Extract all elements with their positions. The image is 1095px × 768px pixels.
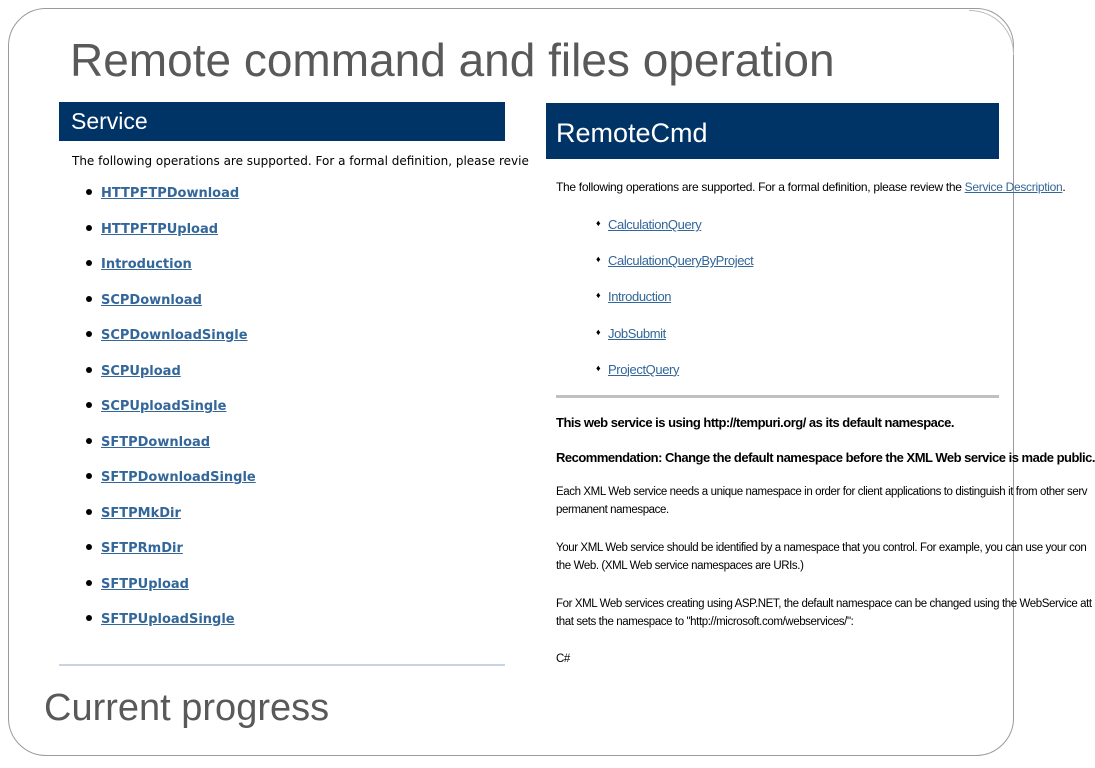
- diamond-bullet-icon: ♦: [596, 362, 601, 373]
- bullet-icon: [86, 189, 92, 195]
- diamond-bullet-icon: ♦: [596, 254, 601, 265]
- list-item: [59, 220, 505, 256]
- operation-link-sftpmkdir[interactable]: SFTPMkDir: [101, 505, 181, 521]
- bullet-icon: [86, 615, 92, 621]
- operation-link-sftpdownload[interactable]: SFTPDownload: [101, 434, 211, 450]
- operation-link-sftpdownloadsingle[interactable]: SFTPDownloadSingle: [101, 470, 256, 485]
- operation-link-projectquery[interactable]: ProjectQuery: [608, 361, 680, 377]
- list-item: [59, 504, 505, 540]
- list-item: [59, 184, 505, 220]
- list-item: [59, 291, 505, 327]
- intro-text-end: .: [1062, 180, 1066, 194]
- operation-link-calculationquerybyproject[interactable]: CalculationQueryByProject: [608, 253, 754, 269]
- remotecmd-page-screenshot: [546, 103, 1095, 670]
- operation-link-sftpuploadsingle[interactable]: SFTPUploadSingle: [101, 612, 235, 627]
- operation-link-httpftpupload[interactable]: HTTPFTPUpload: [101, 221, 219, 237]
- service-page-header: Service: [59, 102, 505, 141]
- list-item: [594, 325, 753, 361]
- service-page-intro: The following operations are supported. For a formal definition, please revie: [72, 154, 529, 168]
- diamond-bullet-icon: ♦: [596, 218, 601, 228]
- paragraph-line: Each XML Web service needs a unique namespace in order for client applications to distinguish it from other serv: [556, 486, 1088, 498]
- slide-subtitle: Current progress: [44, 687, 330, 729]
- code-language-label: C#: [556, 653, 570, 665]
- operation-link-httpftpdownload[interactable]: HTTPFTPDownload: [101, 186, 240, 201]
- bullet-icon: [86, 331, 92, 337]
- diamond-bullet-icon: ♦: [596, 290, 601, 301]
- bullet-icon: [86, 296, 92, 302]
- operation-link-introduction[interactable]: Introduction: [608, 289, 672, 305]
- list-item: [594, 288, 753, 324]
- bullet-icon: [86, 580, 92, 586]
- bullet-icon: [86, 225, 92, 231]
- slide-corner-decoration: [969, 10, 1014, 55]
- recommendation-notice: Recommendation: Change the default namespace before the XML Web service is made public.: [556, 450, 1095, 465]
- paragraph-line: Your XML Web service should be identified by a namespace that you control. For example, you can use your con: [556, 542, 1087, 554]
- service-operations-list: [59, 184, 505, 646]
- operation-link-scpdownloadsingle[interactable]: SCPDownloadSingle: [101, 328, 248, 343]
- page-divider: [59, 664, 505, 666]
- bullet-icon: [86, 509, 92, 515]
- service-description-link[interactable]: Service Description: [964, 180, 1063, 194]
- list-item: [59, 610, 505, 646]
- bullet-icon: [86, 367, 92, 373]
- list-item: [59, 468, 505, 504]
- slide-title: Remote command and files operation: [70, 34, 835, 86]
- list-item: [594, 216, 753, 252]
- bullet-icon: [86, 438, 92, 444]
- paragraph-line: that sets the namespace to "http://microsoft.com/webservices/":: [556, 616, 854, 628]
- list-item: [59, 575, 505, 611]
- operation-link-calculationquery[interactable]: CalculationQuery: [608, 217, 702, 232]
- bullet-icon: [86, 260, 92, 266]
- list-item: [59, 362, 505, 398]
- operation-link-jobsubmit[interactable]: JobSubmit: [608, 325, 666, 341]
- paragraph-line: permanent namespace.: [556, 504, 669, 516]
- bullet-icon: [86, 473, 92, 479]
- diamond-bullet-icon: ♦: [596, 326, 601, 337]
- namespace-notice: This web service is using http://tempuri.org/ as its default namespace.: [556, 415, 954, 430]
- page-divider: [556, 395, 999, 398]
- list-item: [59, 433, 505, 469]
- remotecmd-page-intro: [556, 180, 1065, 195]
- operation-link-scpdownload[interactable]: SCPDownload: [101, 292, 202, 308]
- list-item: [594, 361, 753, 397]
- list-item: [59, 255, 505, 291]
- list-item: [59, 539, 505, 575]
- bullet-icon: [86, 402, 92, 408]
- list-item: [59, 397, 505, 433]
- service-page-screenshot: [59, 102, 529, 666]
- paragraph-line: the Web. (XML Web service namespaces are URIs.): [556, 560, 804, 572]
- paragraph-line: For XML Web services creating using ASP.NET, the default namespace can be changed using the WebService att: [556, 598, 1092, 610]
- list-item: [594, 252, 753, 288]
- list-item: [59, 326, 505, 362]
- operation-link-sftprmdir[interactable]: SFTPRmDir: [101, 541, 183, 556]
- operation-link-sftpupload[interactable]: SFTPUpload: [101, 576, 189, 592]
- remotecmd-operations-list: [594, 216, 753, 397]
- bullet-icon: [86, 544, 92, 550]
- intro-text: The following operations are supported. For a formal definition, please review the: [556, 180, 965, 194]
- operation-link-scpupload[interactable]: SCPUpload: [101, 363, 181, 379]
- operation-link-introduction[interactable]: Introduction: [101, 257, 192, 272]
- remotecmd-page-header: RemoteCmd: [546, 103, 999, 159]
- operation-link-scpuploadsingle[interactable]: SCPUploadSingle: [101, 399, 227, 414]
